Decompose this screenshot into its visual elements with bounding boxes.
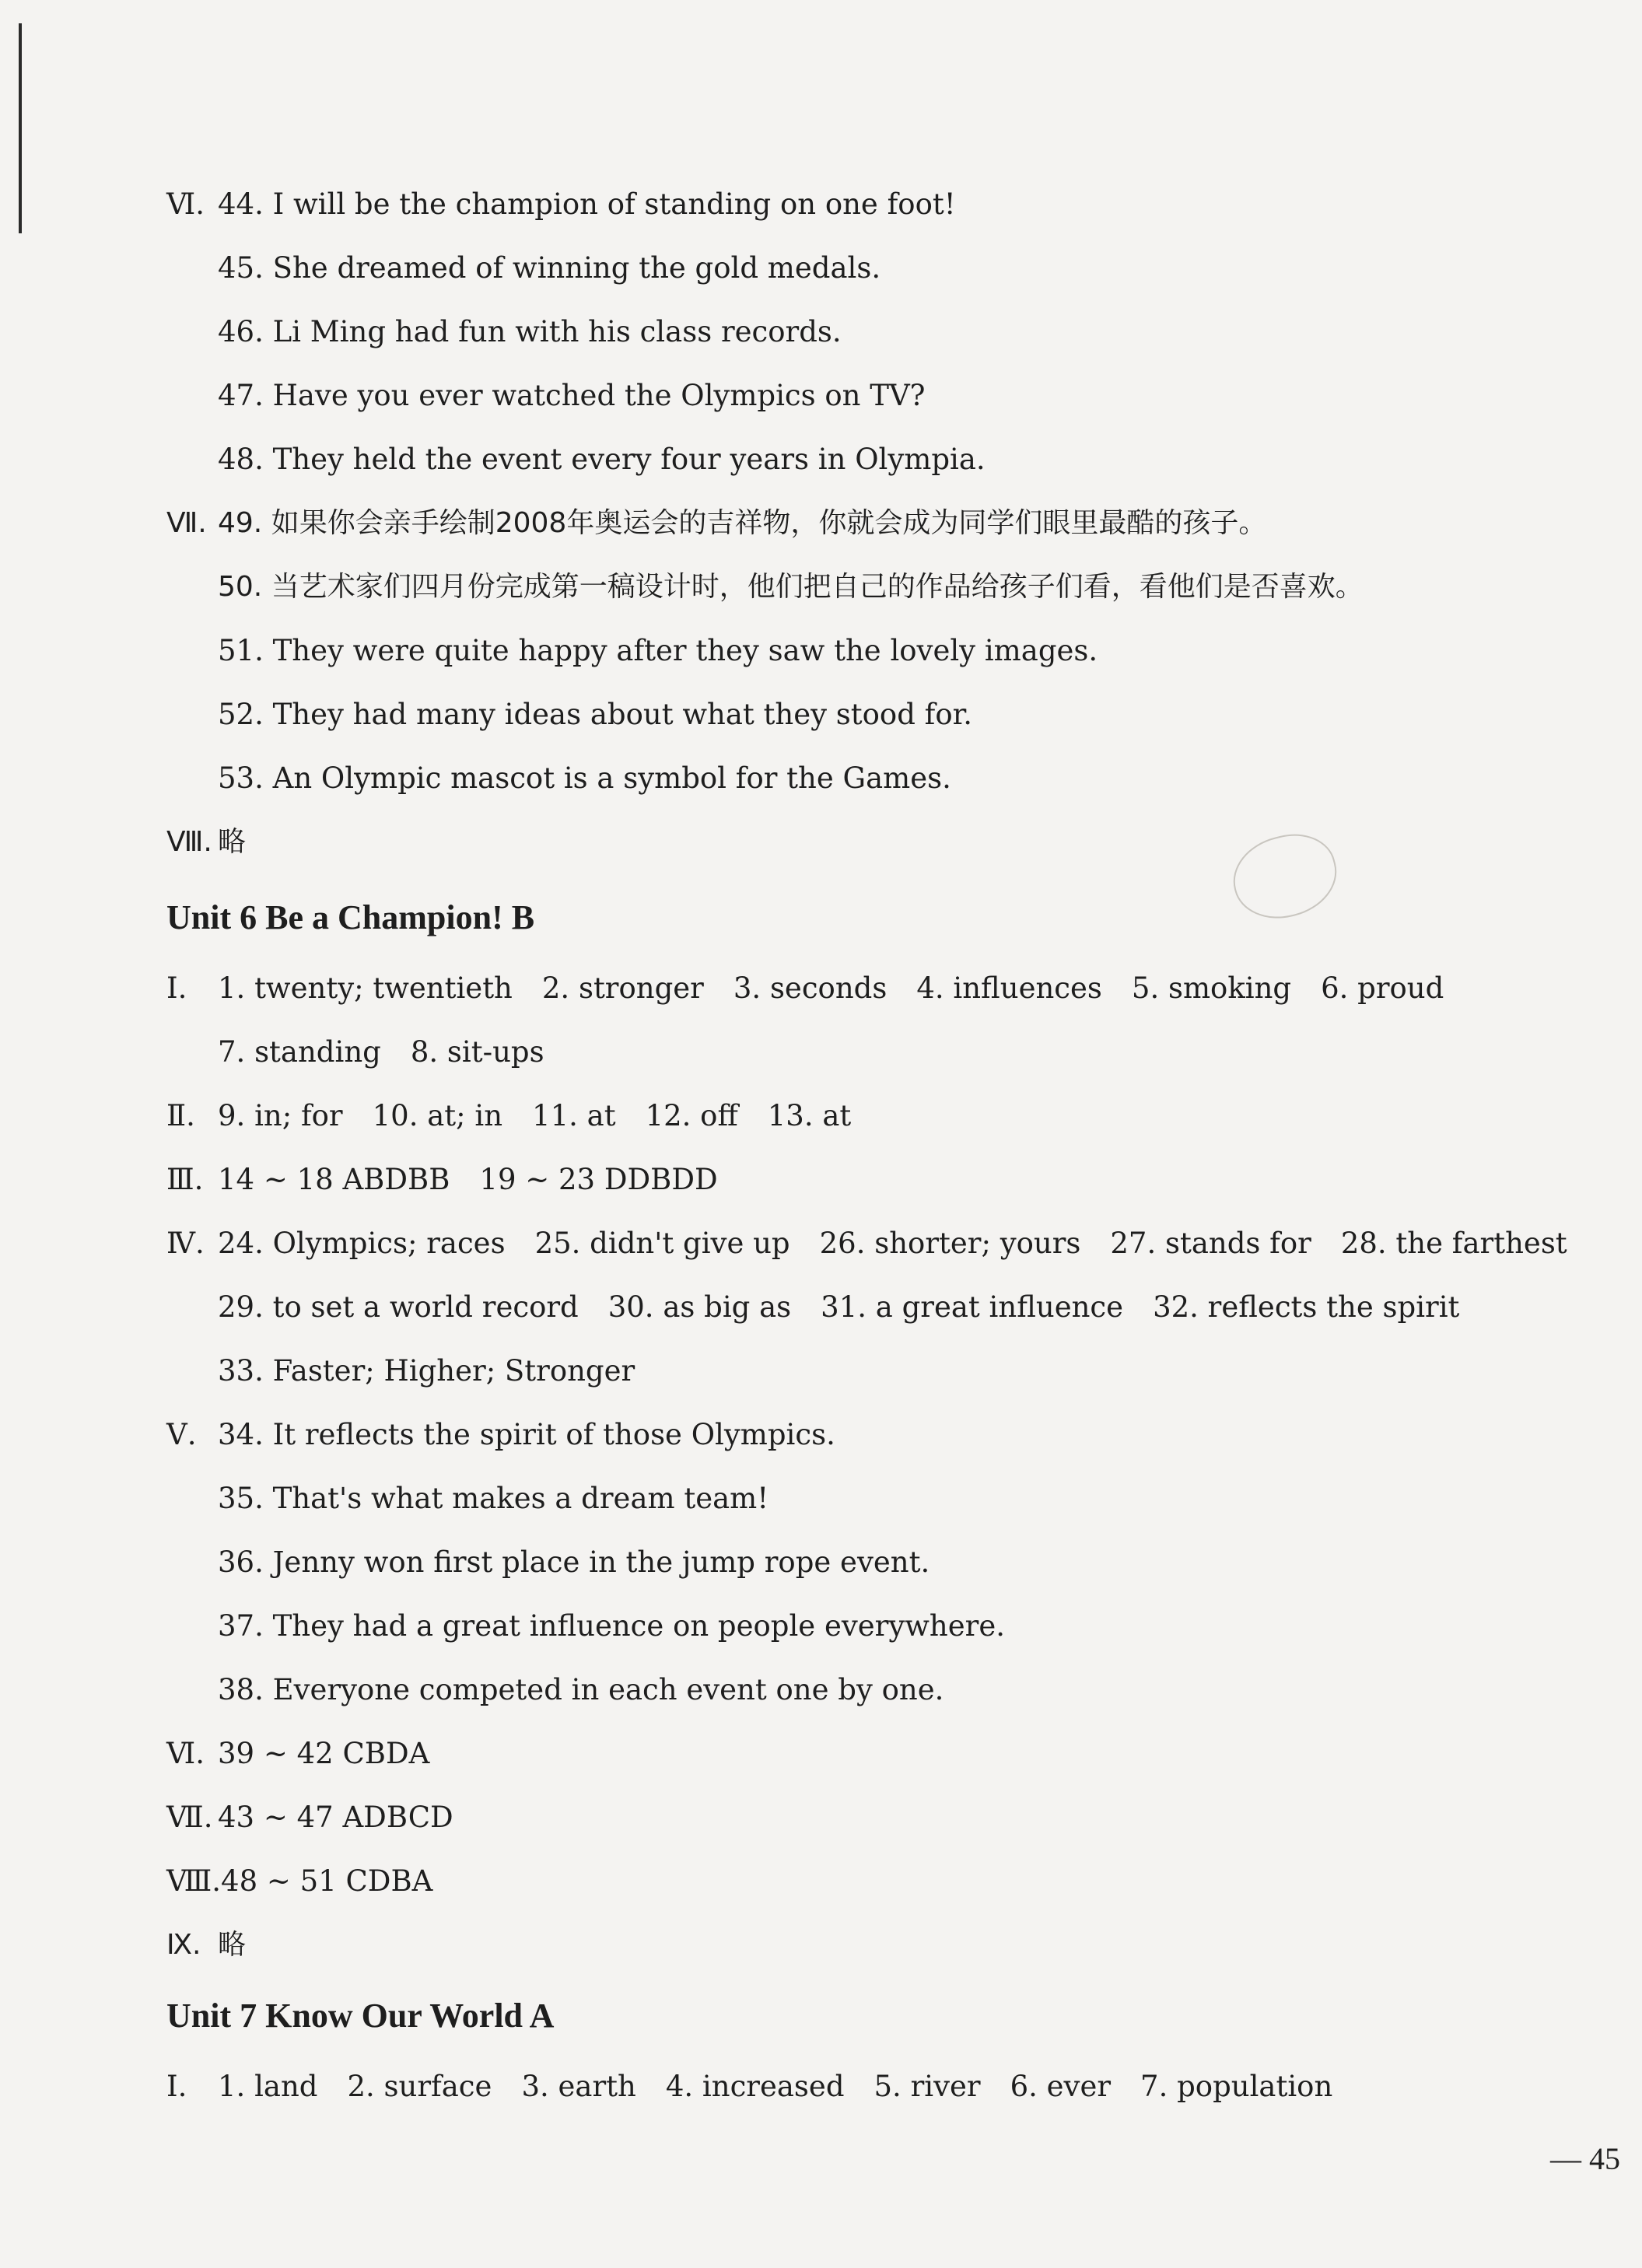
answer-line-45 [166, 236, 1582, 300]
answer-item: 3. seconds [733, 971, 888, 1005]
answer-item: 19 ~ 23 DDBDD [479, 1163, 718, 1196]
answer-text: 34. It reflects the spirit of those Olympics. [218, 1418, 835, 1451]
answer-item: 10. at; in [372, 1099, 503, 1132]
unit6b-section-4-cont2 [166, 1339, 1582, 1403]
answer-line-51 [166, 619, 1582, 683]
unit6b-section-3 [166, 1148, 1582, 1212]
roman-numeral: Ⅵ. [166, 1737, 205, 1770]
unit6b-section-8 [166, 1850, 1582, 1913]
page-number: — 45 [1550, 2141, 1620, 2176]
answer-text: 50. 当艺术家们四月份完成第一稿设计时，他们把自己的作品给孩子们看，看他们是否喜欢。 [218, 571, 1364, 603]
answer-item: 2. stronger [541, 971, 704, 1005]
answer-item: 8. sit-ups [410, 1035, 544, 1069]
answer-item: 11. at [532, 1099, 616, 1132]
roman-numeral: Ⅶ. [166, 1801, 213, 1834]
answer-text: 略 [218, 1929, 247, 1961]
answer-text: 39 ~ 42 CBDA [218, 1737, 430, 1770]
answer-item: 1. land [218, 2070, 318, 2103]
answer-item: 9. in; for [218, 1099, 343, 1132]
unit6b-section-5 [166, 1403, 1582, 1467]
unit6b-section-1 [166, 957, 1582, 1020]
answer-line-44 [166, 173, 1582, 236]
answer-text: 36. Jenny won first place in the jump rope event. [218, 1545, 930, 1579]
answer-item: 32. reflects the spirit [1153, 1290, 1460, 1324]
answer-item: 25. didn't give up [534, 1227, 790, 1260]
answer-text: 51. They were quite happy after they saw the lovely images. [218, 634, 1098, 667]
roman-numeral: Ⅷ. [166, 826, 212, 858]
roman-numeral: Ⅱ. [166, 1099, 195, 1132]
roman-numeral: Ⅷ. [166, 1864, 222, 1898]
answer-line-36 [166, 1531, 1582, 1594]
answer-item: 4. influences [916, 971, 1102, 1005]
unit7a-section-1 [166, 2055, 1582, 2119]
answer-line-50 [166, 555, 1582, 619]
answer-line-52 [166, 683, 1582, 747]
answer-line-53 [166, 747, 1582, 810]
answer-item: 30. as big as [607, 1290, 792, 1324]
answer-item: 12. off [645, 1099, 738, 1132]
answer-text: 35. That's what makes a dream team! [218, 1482, 769, 1515]
roman-numeral: Ⅴ. [166, 1418, 197, 1451]
unit6b-section-4-cont [166, 1276, 1582, 1339]
answer-item: 3. earth [521, 2070, 636, 2103]
answer-line-38 [166, 1658, 1582, 1722]
answer-item: 33. Faster; Higher; Stronger [218, 1354, 635, 1388]
roman-numeral: Ⅳ. [166, 1227, 205, 1260]
answer-text: 53. An Olympic mascot is a symbol for the Games. [218, 761, 951, 795]
answer-item: 5. smoking [1131, 971, 1292, 1005]
unit6b-title: Unit 6 Be a Champion! B [166, 898, 535, 936]
answer-text: 44. I will be the champion of standing on one foot! [218, 187, 956, 221]
answer-item: 6. ever [1010, 2070, 1112, 2103]
answer-line-48 [166, 428, 1582, 492]
answer-item: 31. a great influence [821, 1290, 1124, 1324]
answer-line-37 [166, 1594, 1582, 1658]
answer-text: 37. They had a great influence on people everywhere. [218, 1609, 1005, 1643]
answer-item: 4. increased [665, 2070, 845, 2103]
answer-item: 7. standing [218, 1035, 381, 1069]
unit6b-section-1-cont [166, 1020, 1582, 1084]
answer-text: 46. Li Ming had fun with his class records. [218, 315, 842, 348]
answer-content [166, 173, 1582, 2119]
answer-item: 29. to set a world record [218, 1290, 579, 1324]
answer-item: 28. the farthest [1340, 1227, 1567, 1260]
answer-item: 2. surface [347, 2070, 492, 2103]
unit6b-section-2 [166, 1084, 1582, 1148]
answer-line-46 [166, 300, 1582, 364]
answer-text: 47. Have you ever watched the Olympics on TV? [218, 379, 926, 412]
answer-text: 43 ~ 47 ADBCD [218, 1801, 453, 1834]
answer-text: 49. 如果你会亲手绘制2008年奥运会的吉祥物，你就会成为同学们眼里最酷的孩子。 [218, 507, 1267, 539]
answer-line-47 [166, 364, 1582, 428]
roman-numeral: Ⅰ. [166, 2070, 187, 2103]
answer-text: 45. She dreamed of winning the gold medals. [218, 251, 881, 285]
answer-line-35 [166, 1467, 1582, 1531]
roman-numeral: Ⅸ. [166, 1929, 201, 1961]
unit6b-section-7 [166, 1786, 1582, 1850]
answer-item: 24. Olympics; races [218, 1227, 506, 1260]
answer-text: 52. They had many ideas about what they stood for. [218, 698, 973, 731]
answer-line-section-8 [166, 810, 1582, 874]
binding-line [19, 23, 22, 233]
roman-numeral: Ⅶ. [166, 507, 207, 539]
answer-text: 略 [218, 826, 247, 858]
answer-item: 26. shorter; yours [819, 1227, 1081, 1260]
answer-text: 38. Everyone competed in each event one by one. [218, 1673, 944, 1706]
answer-item: 1. twenty; twentieth [218, 971, 513, 1005]
unit7a-title: Unit 7 Know Our World A [166, 1997, 555, 2035]
roman-numeral: Ⅰ. [166, 971, 187, 1005]
unit6b-section-9 [166, 1913, 1582, 1977]
answer-item: 27. stands for [1110, 1227, 1311, 1260]
answer-item: 5. river [874, 2070, 981, 2103]
roman-numeral: Ⅵ. [166, 187, 205, 221]
answer-item: 13. at [767, 1099, 852, 1132]
unit6b-section-6 [166, 1722, 1582, 1786]
unit6b-section-4 [166, 1212, 1582, 1276]
roman-numeral: Ⅲ. [166, 1163, 204, 1196]
answer-item: 14 ~ 18 ABDBB [218, 1163, 450, 1196]
answer-text: 48 ~ 51 CDBA [221, 1864, 433, 1898]
answer-item: 6. proud [1321, 971, 1444, 1005]
answer-item: 7. population [1140, 2070, 1333, 2103]
answer-line-49 [166, 492, 1582, 555]
answer-text: 48. They held the event every four years in Olympia. [218, 443, 986, 476]
